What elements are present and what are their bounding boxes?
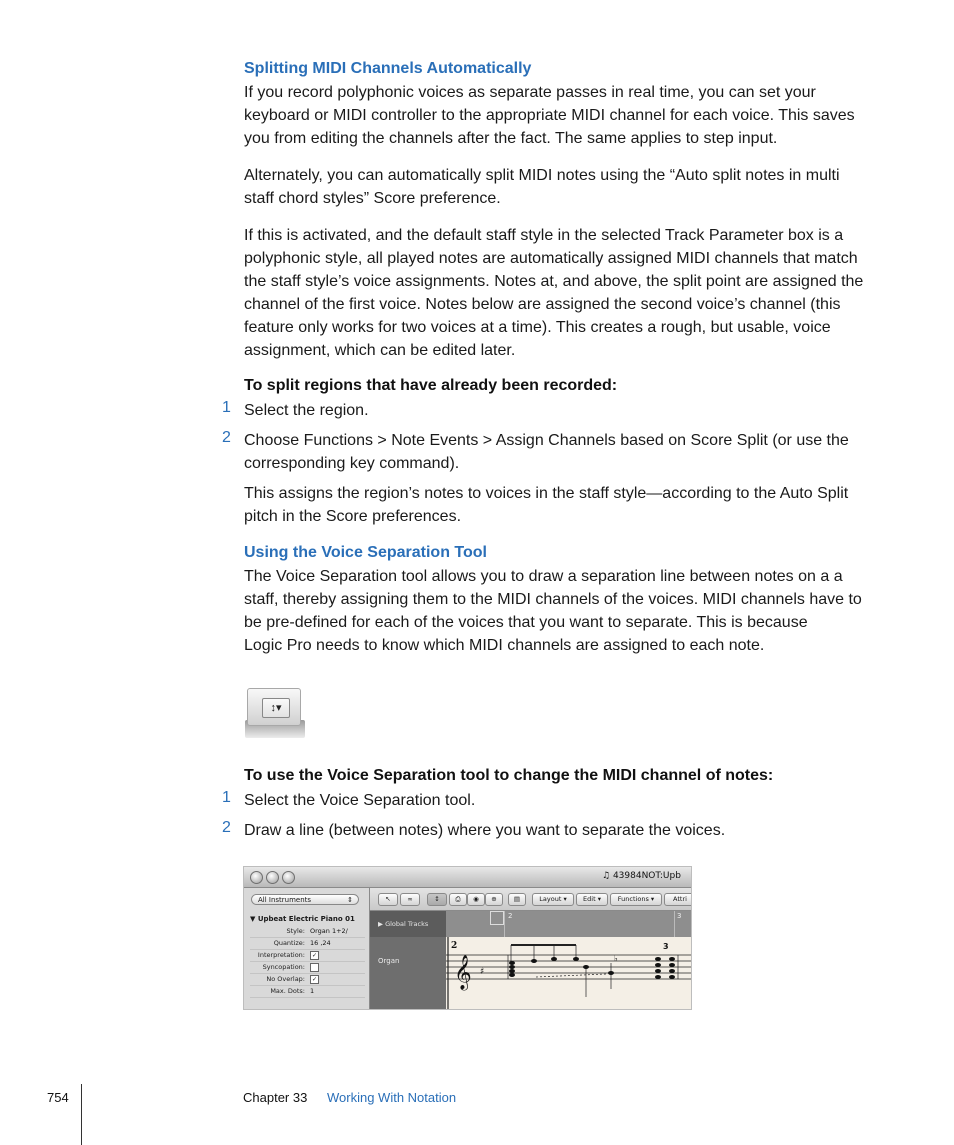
window-title-text: 43984NOT:Upb — [612, 871, 681, 881]
track-row — [370, 937, 446, 1009]
step-number: 2 — [222, 819, 231, 836]
instrument-set-select — [251, 894, 359, 905]
note-cluster — [509, 957, 675, 979]
text-line: keyboard or MIDI controller to the appropriate MIDI channel for each voice. This saves — [244, 107, 855, 124]
paragraph-alternately — [244, 164, 869, 210]
bar-number: 3 — [677, 912, 682, 920]
score-bar-number: 2 — [451, 941, 458, 951]
param-label: Style: — [286, 927, 305, 935]
checkbox: ✓ — [311, 951, 318, 959]
close-window-icon — [250, 871, 263, 884]
step-text — [244, 429, 869, 475]
text-line: assignment, which can be edited later. — [244, 342, 516, 359]
link-icon: ∞ — [400, 893, 420, 906]
text-line: corresponding key command). — [244, 455, 460, 472]
step-text — [244, 819, 869, 842]
param-value — [310, 950, 319, 961]
menu-label: Edit — [583, 895, 596, 903]
tool-button — [247, 688, 301, 726]
param-label: Quantize: — [273, 939, 305, 947]
triplet-label: 3 — [663, 942, 669, 951]
score-staff — [446, 937, 691, 1009]
region-name-text: Upbeat Electric Piano 01 — [257, 915, 355, 923]
paragraph-voice-separation — [244, 565, 869, 657]
voice-separation-tool-icon — [243, 680, 309, 742]
layout-menu: Layout ▾ — [532, 893, 574, 906]
menu-label: Attri — [673, 895, 687, 903]
task-heading-voice-tool: To use the Voice Separation tool to change the MIDI channel of notes: — [244, 767, 774, 784]
text-line: you from editing the channels after the fact. The same applies to step input. — [244, 130, 778, 147]
menu-label: Layout — [539, 895, 562, 903]
param-row — [250, 950, 365, 962]
param-row — [250, 986, 365, 998]
text-line: pitch in the Score preferences. — [244, 508, 462, 525]
bar-line — [674, 911, 675, 937]
footer-divider — [81, 1084, 82, 1145]
step-number: 1 — [222, 789, 231, 806]
track-list — [370, 911, 446, 1009]
text-line: polyphonic style, all played notes are automatically assigned MIDI channels that match — [244, 250, 858, 267]
stepper-icon: ⇕ — [347, 896, 353, 904]
bar-line — [504, 911, 505, 937]
paragraph-real-time — [244, 81, 869, 150]
page-number: 754 — [47, 1090, 69, 1105]
text-line: feature only works for two voices at a time). This creates a rough, but usable, voice — [244, 319, 831, 336]
text-line: If this is activated, and the default staff style in the selected Track Parameter box is a — [244, 227, 844, 244]
text-line: Select the Voice Separation tool. — [244, 792, 476, 809]
text-line: This assigns the region’s notes to voices in the staff style—according to the Auto Split — [244, 485, 849, 502]
score-notation-area — [446, 937, 691, 1009]
task-heading-split-regions: To split regions that have already been recorded: — [244, 377, 618, 394]
text-line: the staff style’s voice assignments. Notes at, and above, the split point are assigned the — [244, 273, 864, 290]
section-heading-splitting: Splitting MIDI Channels Automatically — [244, 60, 532, 77]
param-value — [310, 974, 319, 985]
zoom-icon: ⊕ — [485, 893, 503, 906]
checkbox: ✓ — [311, 975, 318, 983]
text-line: staff chord styles” Score preference. — [244, 190, 501, 207]
text-line: be pre-defined for each of the voices that you want to separate. This is because — [244, 614, 808, 631]
section-heading-voice-separation: Using the Voice Separation Tool — [244, 544, 487, 561]
track-inspector — [244, 888, 370, 1009]
bar-ruler — [446, 911, 691, 937]
instrument-set-value: All Instruments — [258, 896, 312, 904]
text-line: staff, thereby assigning them to the MIDI channels of the voices. MIDI channels have to — [244, 591, 862, 608]
text-line: If you record polyphonic voices as separate passes in real time, you can set your — [244, 84, 816, 101]
print-icon: ⎙ — [449, 893, 467, 906]
attributes-menu — [664, 893, 692, 906]
track-name: Organ — [378, 957, 400, 965]
minimize-window-icon — [266, 871, 279, 884]
edit-menu: Edit ▾ — [576, 893, 608, 906]
voice-separation-tool-icon: ↕ — [427, 893, 447, 906]
text-line: Logic Pro needs to know which MIDI channels are assigned to each note. — [244, 637, 765, 654]
param-row — [250, 974, 365, 986]
pointer-tool-icon: ↖ — [378, 893, 398, 906]
functions-menu: Functions ▾ — [610, 893, 662, 906]
treble-clef-icon: 𝄞 — [454, 955, 472, 990]
region-name — [250, 915, 355, 923]
step-number: 2 — [222, 429, 231, 446]
text-line: channel of the first voice. Notes below are assigned the second voice’s channel (this — [244, 296, 841, 313]
param-value: 1 — [310, 987, 315, 995]
param-row — [250, 962, 365, 974]
score-editor-screenshot — [243, 866, 692, 1010]
step-text — [244, 789, 869, 812]
text-line: Select the region. — [244, 402, 369, 419]
step-number: 1 — [222, 399, 231, 416]
param-value: 16 ,24 — [310, 939, 331, 947]
param-row — [250, 938, 365, 950]
menu-label: Functions — [617, 895, 649, 903]
param-label: Syncopation: — [262, 963, 305, 971]
flat-icon: ♭ — [614, 954, 618, 963]
param-value: Organ 1+2/ — [310, 927, 348, 935]
step-result — [244, 482, 869, 528]
param-value — [310, 962, 319, 973]
camera-icon: ◉ — [467, 893, 485, 906]
playhead-marker — [490, 911, 504, 925]
step-text — [244, 399, 869, 422]
grid-icon: ▤ — [508, 893, 526, 906]
text-line: Choose Functions > Note Events > Assign Channels based on Score Split (or use the — [244, 432, 849, 449]
voice-split-arrows-icon: ↕▾ — [262, 698, 290, 718]
checkbox — [310, 963, 319, 972]
param-row — [250, 926, 365, 938]
param-label: Interpretation: — [257, 951, 305, 959]
text-line: The Voice Separation tool allows you to draw a separation line between notes on a a — [244, 568, 843, 585]
score-toolbar — [370, 888, 691, 911]
text-line: Alternately, you can automatically split MIDI notes using the “Auto split notes in multi — [244, 167, 840, 184]
text-line: Draw a line (between notes) where you want to separate the voices. — [244, 822, 726, 839]
global-tracks-row: ▶ Global Tracks — [370, 911, 446, 937]
score-window-icon: ♫ — [602, 871, 613, 881]
window-title-bar — [244, 867, 691, 888]
zoom-window-icon — [282, 871, 295, 884]
sharp-icon: ♯ — [480, 967, 485, 977]
disclosure-triangle-icon: ▼ — [250, 915, 258, 923]
param-label: Max. Dots: — [270, 987, 305, 995]
param-label: No Overlap: — [266, 975, 305, 983]
window-title — [602, 871, 681, 881]
paragraph-activated — [244, 224, 869, 362]
chapter-number: Chapter 33 — [243, 1090, 308, 1105]
bar-number: 2 — [508, 912, 513, 920]
chapter-title: Working With Notation — [327, 1090, 457, 1105]
